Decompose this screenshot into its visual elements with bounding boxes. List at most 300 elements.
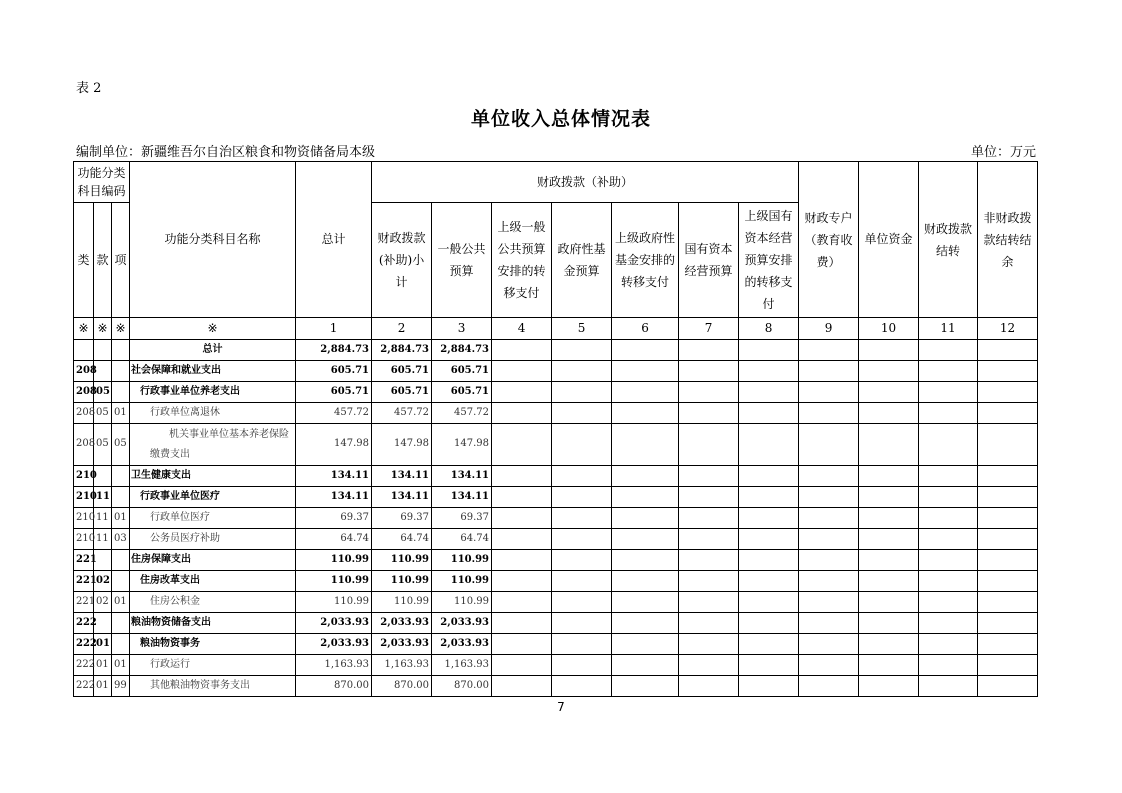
empty-cell (978, 613, 1038, 634)
compiling-unit: 编制单位：新疆维吾尔自治区粮食和物资储备局本级 (76, 145, 376, 160)
value-total: 1,163.93 (296, 655, 372, 676)
empty-cell (859, 676, 919, 697)
empty-cell (859, 508, 919, 529)
empty-cell (679, 508, 739, 529)
empty-cell (552, 529, 612, 550)
empty-cell (492, 676, 552, 697)
empty-cell (799, 382, 859, 403)
empty-cell (799, 676, 859, 697)
empty-cell (679, 424, 739, 466)
table-row (74, 592, 1038, 613)
empty-cell (978, 340, 1038, 361)
code-lei: 208 (74, 361, 94, 382)
value-fiscal-subtotal: 2,033.93 (372, 634, 432, 655)
value-fiscal-subtotal: 605.71 (372, 361, 432, 382)
empty-cell (612, 592, 679, 613)
empty-cell (859, 340, 919, 361)
value-fiscal-subtotal: 110.99 (372, 571, 432, 592)
empty-cell (552, 676, 612, 697)
empty-cell (552, 550, 612, 571)
code-lei: 210 (74, 508, 94, 529)
header-xiang: 项 (112, 203, 130, 318)
empty-cell (978, 676, 1038, 697)
index-col: 10 (859, 318, 919, 340)
value-general-budget: 457.72 (432, 403, 492, 424)
empty-cell (799, 424, 859, 466)
code-xiang (112, 340, 130, 361)
empty-cell (612, 508, 679, 529)
empty-cell (799, 361, 859, 382)
item-name: 住房改革支出 (130, 571, 296, 592)
value-general-budget: 870.00 (432, 676, 492, 697)
header-lei: 类 (74, 203, 94, 318)
value-total: 110.99 (296, 592, 372, 613)
empty-cell (552, 361, 612, 382)
empty-cell (739, 655, 799, 676)
empty-cell (739, 634, 799, 655)
empty-cell (492, 487, 552, 508)
empty-cell (612, 655, 679, 676)
value-general-budget: 2,884.73 (432, 340, 492, 361)
empty-cell (612, 676, 679, 697)
empty-cell (739, 550, 799, 571)
currency-unit: 单位：万元 (970, 145, 1036, 160)
item-name: 行政事业单位养老支出 (130, 382, 296, 403)
code-lei: 208 (74, 424, 94, 466)
empty-cell (492, 550, 552, 571)
index-col: 4 (492, 318, 552, 340)
code-kuan: 05 (94, 382, 112, 403)
empty-cell (739, 529, 799, 550)
empty-cell (552, 571, 612, 592)
item-name: 行政运行 (130, 655, 296, 676)
item-name: 行政事业单位医疗 (130, 487, 296, 508)
item-name: 总计 (130, 340, 296, 361)
empty-cell (859, 529, 919, 550)
code-lei: 222 (74, 613, 94, 634)
empty-cell (552, 592, 612, 613)
value-total: 457.72 (296, 403, 372, 424)
code-xiang (112, 613, 130, 634)
empty-cell (492, 613, 552, 634)
code-kuan: 01 (94, 676, 112, 697)
empty-cell (978, 571, 1038, 592)
empty-cell (612, 571, 679, 592)
value-total: 147.98 (296, 424, 372, 466)
empty-cell (492, 592, 552, 613)
empty-cell (799, 550, 859, 571)
code-xiang (112, 487, 130, 508)
index-col: 5 (552, 318, 612, 340)
header-upper-transfer: 上级一般公共预算安排的转移支付 (492, 203, 552, 318)
code-xiang (112, 382, 130, 403)
empty-cell (859, 592, 919, 613)
empty-cell (492, 424, 552, 466)
header-func-name: 功能分类科目名称 (130, 162, 296, 318)
value-total: 2,884.73 (296, 340, 372, 361)
empty-cell (919, 613, 978, 634)
code-kuan (94, 340, 112, 361)
empty-cell (919, 424, 978, 466)
empty-cell (552, 466, 612, 487)
empty-cell (679, 613, 739, 634)
value-fiscal-subtotal: 64.74 (372, 529, 432, 550)
table-row (74, 529, 1038, 550)
code-xiang (112, 361, 130, 382)
value-fiscal-subtotal: 110.99 (372, 592, 432, 613)
empty-cell (612, 550, 679, 571)
empty-cell (679, 592, 739, 613)
empty-cell (739, 613, 799, 634)
value-total: 2,033.93 (296, 634, 372, 655)
value-general-budget: 134.11 (432, 487, 492, 508)
code-xiang: 01 (112, 508, 130, 529)
empty-cell (552, 382, 612, 403)
code-xiang (112, 571, 130, 592)
value-total: 110.99 (296, 571, 372, 592)
header-unit-funds: 单位资金 (859, 162, 919, 318)
value-general-budget: 69.37 (432, 508, 492, 529)
index-col: 7 (679, 318, 739, 340)
code-xiang (112, 550, 130, 571)
empty-cell (739, 487, 799, 508)
empty-cell (978, 487, 1038, 508)
empty-cell (919, 361, 978, 382)
empty-cell (799, 634, 859, 655)
empty-cell (978, 361, 1038, 382)
value-total: 870.00 (296, 676, 372, 697)
value-general-budget: 110.99 (432, 571, 492, 592)
code-xiang (112, 634, 130, 655)
header-fiscal-group: 财政拨款（补助） (372, 162, 799, 203)
empty-cell (679, 466, 739, 487)
value-total: 134.11 (296, 466, 372, 487)
empty-cell (919, 655, 978, 676)
table-row (74, 550, 1038, 571)
header-kuan: 款 (94, 203, 112, 318)
empty-cell (919, 466, 978, 487)
value-fiscal-subtotal: 134.11 (372, 466, 432, 487)
table-row (74, 361, 1038, 382)
value-total: 134.11 (296, 487, 372, 508)
header-non-fiscal-carry: 非财政拨款结转结余 (978, 162, 1038, 318)
header-total: 总计 (296, 162, 372, 318)
empty-cell (859, 361, 919, 382)
code-xiang: 05 (112, 424, 130, 466)
empty-cell (679, 676, 739, 697)
item-name: 其他粮油物资事务支出 (130, 676, 296, 697)
item-name: 卫生健康支出 (130, 466, 296, 487)
table-row (74, 613, 1038, 634)
empty-cell (612, 424, 679, 466)
index-col: 12 (978, 318, 1038, 340)
code-xiang: 01 (112, 403, 130, 424)
empty-cell (552, 655, 612, 676)
header-fund-budget: 政府性基金预算 (552, 203, 612, 318)
empty-cell (859, 466, 919, 487)
page-number: 7 (557, 700, 565, 714)
empty-cell (799, 529, 859, 550)
header-upper-fund: 上级政府性基金安排的转移支付 (612, 203, 679, 318)
code-kuan: 05 (94, 424, 112, 466)
value-general-budget: 110.99 (432, 550, 492, 571)
index-col: 11 (919, 318, 978, 340)
empty-cell (919, 676, 978, 697)
value-total: 110.99 (296, 550, 372, 571)
code-lei: 208 (74, 382, 94, 403)
value-total: 605.71 (296, 382, 372, 403)
code-lei: 210 (74, 529, 94, 550)
empty-cell (552, 508, 612, 529)
empty-cell (552, 613, 612, 634)
empty-cell (799, 655, 859, 676)
code-xiang: 01 (112, 655, 130, 676)
code-lei: 222 (74, 634, 94, 655)
code-lei: 210 (74, 466, 94, 487)
empty-cell (492, 361, 552, 382)
index-col: 9 (799, 318, 859, 340)
code-lei: 210 (74, 487, 94, 508)
empty-cell (978, 424, 1038, 466)
value-general-budget: 134.11 (432, 466, 492, 487)
empty-cell (919, 487, 978, 508)
value-general-budget: 110.99 (432, 592, 492, 613)
empty-cell (978, 655, 1038, 676)
value-general-budget: 64.74 (432, 529, 492, 550)
empty-cell (739, 340, 799, 361)
empty-cell (492, 403, 552, 424)
code-lei: 221 (74, 550, 94, 571)
index-col: 8 (739, 318, 799, 340)
code-xiang (112, 466, 130, 487)
empty-cell (799, 340, 859, 361)
code-kuan: 01 (94, 655, 112, 676)
empty-cell (612, 529, 679, 550)
empty-cell (492, 340, 552, 361)
empty-cell (739, 592, 799, 613)
item-name: 机关事业单位基本养老保险缴费支出 (130, 424, 296, 466)
empty-cell (978, 508, 1038, 529)
value-fiscal-subtotal: 1,163.93 (372, 655, 432, 676)
header-func-code: 功能分类科目编码 (74, 162, 130, 203)
empty-cell (799, 487, 859, 508)
empty-cell (859, 655, 919, 676)
empty-cell (859, 613, 919, 634)
value-fiscal-subtotal: 605.71 (372, 382, 432, 403)
table-row (74, 655, 1038, 676)
empty-cell (612, 340, 679, 361)
table-row (74, 634, 1038, 655)
index-mark: ※ (112, 318, 130, 340)
empty-cell (739, 571, 799, 592)
empty-cell (919, 382, 978, 403)
empty-cell (978, 529, 1038, 550)
table-row (74, 487, 1038, 508)
value-total: 2,033.93 (296, 613, 372, 634)
empty-cell (859, 424, 919, 466)
empty-cell (978, 634, 1038, 655)
empty-cell (799, 403, 859, 424)
item-name: 行政单位离退休 (130, 403, 296, 424)
table-row (74, 424, 1038, 466)
code-kuan: 11 (94, 487, 112, 508)
value-total: 605.71 (296, 361, 372, 382)
empty-cell (612, 382, 679, 403)
table-row (74, 382, 1038, 403)
code-kuan: 11 (94, 508, 112, 529)
code-xiang: 03 (112, 529, 130, 550)
empty-cell (859, 634, 919, 655)
empty-cell (552, 403, 612, 424)
value-fiscal-subtotal: 110.99 (372, 550, 432, 571)
code-lei: 222 (74, 655, 94, 676)
item-name: 公务员医疗补助 (130, 529, 296, 550)
empty-cell (679, 655, 739, 676)
empty-cell (679, 361, 739, 382)
item-name: 社会保障和就业支出 (130, 361, 296, 382)
value-general-budget: 147.98 (432, 424, 492, 466)
empty-cell (739, 361, 799, 382)
value-fiscal-subtotal: 870.00 (372, 676, 432, 697)
empty-cell (492, 508, 552, 529)
empty-cell (679, 403, 739, 424)
empty-cell (612, 403, 679, 424)
index-col: 1 (296, 318, 372, 340)
index-col: 6 (612, 318, 679, 340)
empty-cell (552, 634, 612, 655)
table-row (74, 403, 1038, 424)
empty-cell (552, 487, 612, 508)
empty-cell (552, 340, 612, 361)
value-general-budget: 2,033.93 (432, 613, 492, 634)
empty-cell (492, 655, 552, 676)
empty-cell (612, 487, 679, 508)
item-name: 行政单位医疗 (130, 508, 296, 529)
empty-cell (739, 403, 799, 424)
header-general-budget: 一般公共预算 (432, 203, 492, 318)
empty-cell (859, 487, 919, 508)
header-special-edu: 财政专户（教育收费） (799, 162, 859, 318)
empty-cell (799, 508, 859, 529)
empty-cell (492, 466, 552, 487)
empty-cell (978, 550, 1038, 571)
value-general-budget: 2,033.93 (432, 634, 492, 655)
empty-cell (492, 529, 552, 550)
empty-cell (919, 592, 978, 613)
empty-cell (919, 403, 978, 424)
empty-cell (612, 466, 679, 487)
code-kuan: 05 (94, 403, 112, 424)
code-lei: 208 (74, 403, 94, 424)
empty-cell (919, 571, 978, 592)
empty-cell (612, 634, 679, 655)
empty-cell (919, 634, 978, 655)
empty-cell (978, 382, 1038, 403)
empty-cell (919, 340, 978, 361)
empty-cell (859, 403, 919, 424)
item-name: 住房保障支出 (130, 550, 296, 571)
header-fiscal-subtotal: 财政拨款(补助)小计 (372, 203, 432, 318)
table-number: 表 2 (76, 81, 102, 96)
item-name: 粮油物资储备支出 (130, 613, 296, 634)
empty-cell (978, 592, 1038, 613)
empty-cell (612, 361, 679, 382)
value-general-budget: 605.71 (432, 361, 492, 382)
empty-cell (679, 487, 739, 508)
empty-cell (492, 571, 552, 592)
header-carryover: 财政拨款结转 (919, 162, 978, 318)
empty-cell (679, 634, 739, 655)
empty-cell (799, 571, 859, 592)
empty-cell (679, 340, 739, 361)
value-fiscal-subtotal: 69.37 (372, 508, 432, 529)
empty-cell (679, 550, 739, 571)
empty-cell (978, 403, 1038, 424)
empty-cell (859, 550, 919, 571)
table-row (74, 340, 1038, 361)
table-row (74, 676, 1038, 697)
empty-cell (492, 382, 552, 403)
item-name: 住房公积金 (130, 592, 296, 613)
empty-cell (919, 508, 978, 529)
index-col: 3 (432, 318, 492, 340)
table-row (74, 571, 1038, 592)
page-title: 单位收入总体情况表 (470, 108, 651, 130)
code-lei (74, 340, 94, 361)
empty-cell (919, 529, 978, 550)
empty-cell (739, 424, 799, 466)
code-lei: 222 (74, 676, 94, 697)
value-fiscal-subtotal: 2,884.73 (372, 340, 432, 361)
code-kuan: 02 (94, 571, 112, 592)
empty-cell (859, 382, 919, 403)
empty-cell (799, 592, 859, 613)
empty-cell (799, 466, 859, 487)
empty-cell (859, 571, 919, 592)
income-table (73, 161, 1038, 697)
empty-cell (492, 634, 552, 655)
index-mark: ※ (94, 318, 112, 340)
value-general-budget: 1,163.93 (432, 655, 492, 676)
header-upper-capital: 上级国有资本经营预算安排的转移支付 (739, 203, 799, 318)
code-kuan: 01 (94, 634, 112, 655)
value-total: 64.74 (296, 529, 372, 550)
value-fiscal-subtotal: 147.98 (372, 424, 432, 466)
code-kuan: 11 (94, 529, 112, 550)
empty-cell (679, 529, 739, 550)
code-kuan: 02 (94, 592, 112, 613)
index-col: 2 (372, 318, 432, 340)
value-fiscal-subtotal: 2,033.93 (372, 613, 432, 634)
empty-cell (739, 382, 799, 403)
value-general-budget: 605.71 (432, 382, 492, 403)
table-row (74, 466, 1038, 487)
index-mark: ※ (74, 318, 94, 340)
empty-cell (739, 676, 799, 697)
empty-cell (799, 613, 859, 634)
code-xiang: 01 (112, 592, 130, 613)
code-lei: 221 (74, 571, 94, 592)
empty-cell (919, 550, 978, 571)
header-state-capital: 国有资本经营预算 (679, 203, 739, 318)
index-mark: ※ (130, 318, 296, 340)
empty-cell (679, 382, 739, 403)
table-row (74, 508, 1038, 529)
empty-cell (739, 466, 799, 487)
empty-cell (552, 424, 612, 466)
empty-cell (978, 466, 1038, 487)
value-total: 69.37 (296, 508, 372, 529)
